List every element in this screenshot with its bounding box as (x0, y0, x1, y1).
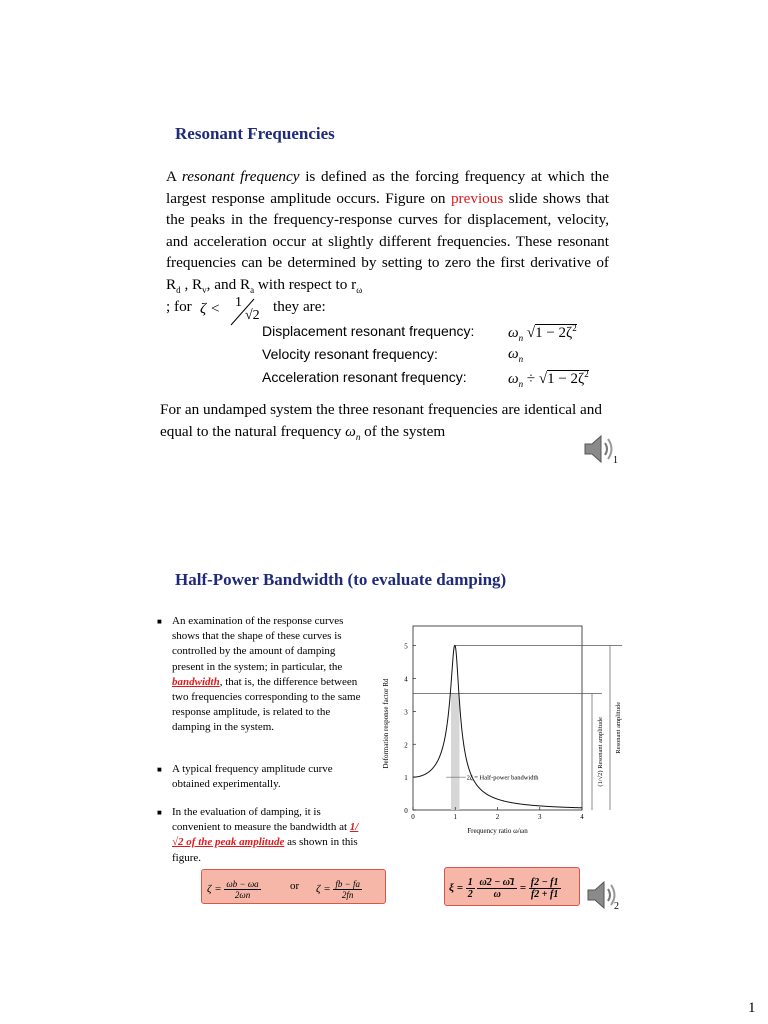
zeta-condition: ζ < (200, 300, 221, 317)
formula-acceleration: $\omega_n \div √1 - 2\zeta^2$ (508, 369, 589, 389)
previous-link: previous (450, 189, 504, 207)
damping-formula-left: ζ = $\frac{\omega b - \omega a}{2\omega n}$ or ζ = $\frac{fb - fa}{2fn}$ (201, 869, 386, 904)
damping-formula-right: ξ = $\frac{1}{2}$ $\frac{\omegā2 - \omegā1}{\omega}$ = $\frac{f2 - f1}{f2 + f1}$ (444, 867, 580, 906)
speaker-icon[interactable] (582, 432, 616, 466)
x-axis-label: Frequency ratio ω/ωn (467, 827, 528, 835)
bandwidth-band (451, 694, 459, 810)
resonant-row-displacement: Displacement resonant frequency: $\omega_n$ $√1 - 2\zeta^2$ (262, 323, 577, 343)
formula-velocity: $\omega_n$ (508, 346, 524, 364)
x-tick-label: 0 (411, 813, 415, 821)
slide1-paragraph: A resonant frequency is defined as the forcing frequency at which the largest response amplitude occurs. Figure on previous slide shows that the peaks in the frequency-response curves for displacement, velocity, and acceleration occur at slightly different frequencies. These resonant frequencies can be determined by setting to zero the first derivative of $R_d$ , $R_v$, and $R_a$ with respect to $r_\omega$ (166, 168, 610, 295)
x-tick-label: 4 (580, 813, 584, 821)
response-curve-Rd (413, 646, 582, 808)
y-tick-label: 3 (404, 708, 408, 717)
bullet-marker: ■ (157, 617, 162, 626)
slide1-title: Resonant Frequencies (175, 124, 335, 143)
slide2-title: Half-Power Bandwidth (to evaluate damping) (175, 570, 507, 589)
bullet-marker: ■ (157, 765, 162, 774)
half-amplitude-label: (1/√2) Resonant amplitude (597, 716, 604, 787)
bullet-marker: ■ (157, 808, 162, 817)
frequency-response-chart (380, 625, 630, 850)
y-tick-label: 0 (404, 807, 408, 815)
resonant-frequency-term: resonant frequency (181, 168, 300, 185)
y-tick-label: 1 (404, 774, 408, 783)
bullet-1: An examination of the response curves shows that the shape of these curves is controlled by the amount of damping present in the system; in particular, the bandwidth, that is, the difference between two frequencies corresponding to the same response amplitude, is related to the damping in the system. (172, 615, 361, 734)
bandwidth-term: bandwidth (172, 675, 220, 688)
bandwidth-label: 2ζ = Half-power bandwidth (466, 774, 539, 782)
formula-displacement: $\omega_n$ $√1 - 2\zeta^2$ (508, 323, 577, 343)
resonant-list (262, 323, 622, 392)
y-tick-label: 2 (404, 741, 408, 750)
resonant-amplitude-label: Resonant amplitude (615, 701, 622, 754)
condition-line: ; for ζ < 1 √2 they are: (166, 296, 466, 326)
peak-amplitude-term: 1/√2 of the peak amplitude (172, 821, 359, 849)
resonant-row-velocity: Velocity resonant frequency: $\omega_n$ (262, 346, 524, 364)
y-tick-label: 4 (404, 675, 408, 684)
bullet-2: A typical frequency amplitude curve obtained experimentally. (172, 763, 333, 791)
x-tick-label: 2 (495, 813, 500, 821)
y-tick-label: 5 (404, 642, 408, 651)
x-tick-label: 3 (538, 813, 542, 821)
footer-page-number: 1 (748, 1000, 756, 1016)
bullet-3: In the evaluation of damping, it is convenient to measure the bandwidth at 1/√2 of the peak amplitude as shown in this figure. (172, 806, 359, 864)
plot-frame (413, 626, 582, 810)
resonant-row-acceleration: Acceleration resonant frequency: $\omega_n \div √1 - 2\zeta^2$ (262, 369, 589, 389)
slide2-page-number: 2 (614, 901, 619, 912)
y-axis-label: Deformation response factor Rd (382, 678, 390, 769)
slide1-page-number: 1 (613, 455, 618, 466)
undamped-paragraph: For an undamped system the three resonant frequencies are identical and equal to the natural frequency $\omega_n$ of the system (160, 401, 602, 442)
x-tick-label: 1 (453, 813, 457, 821)
